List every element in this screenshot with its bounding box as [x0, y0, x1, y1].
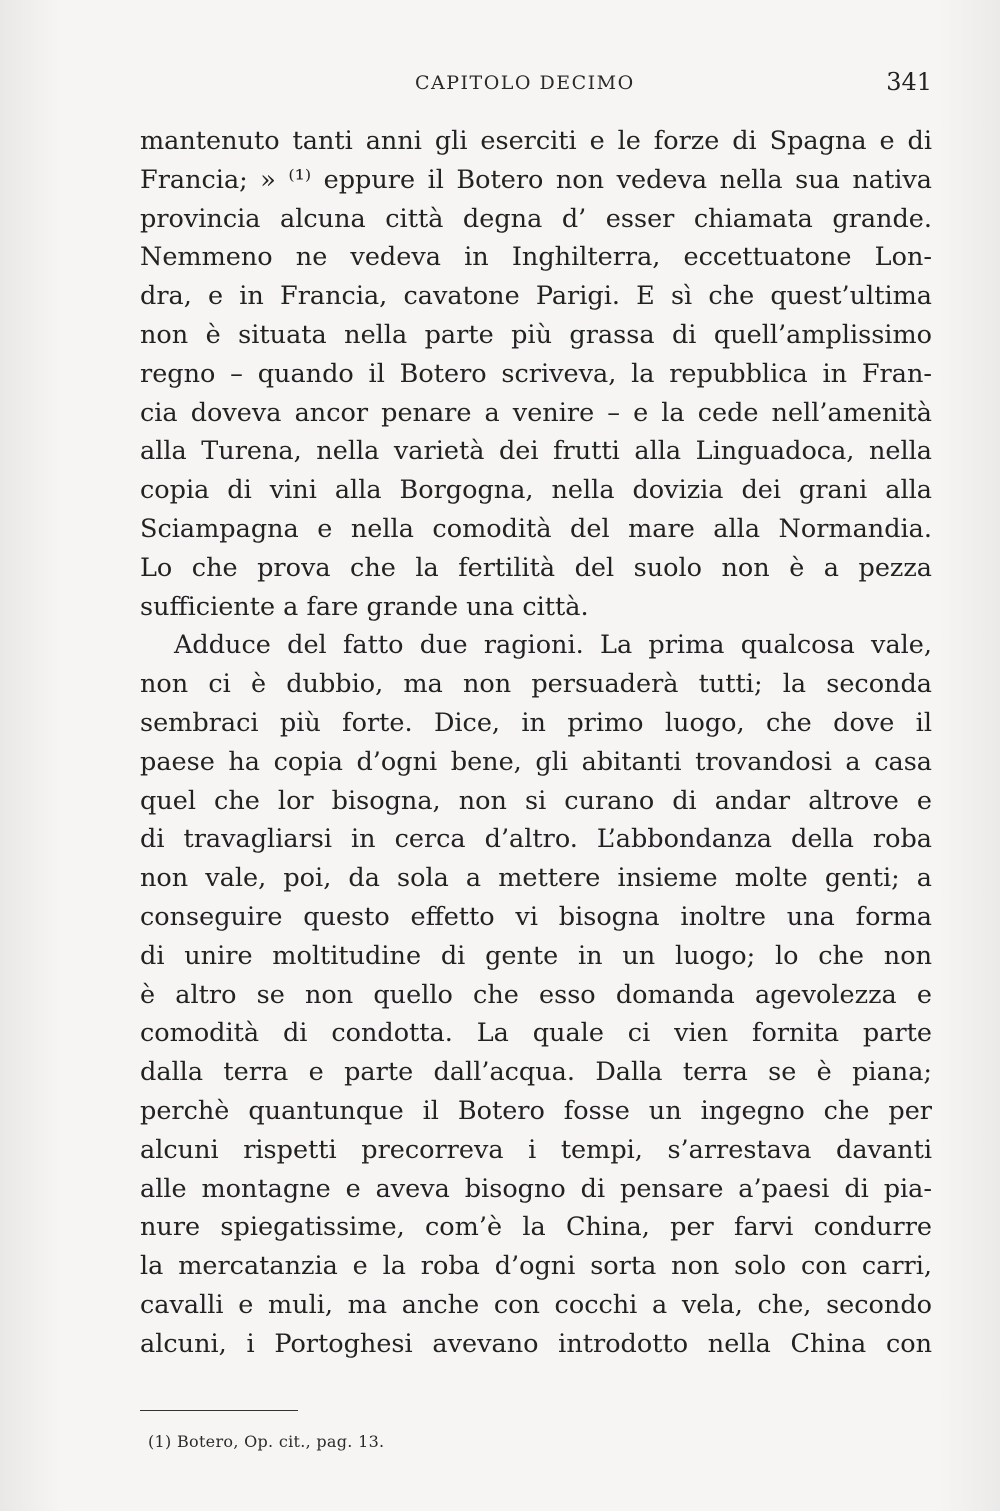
text-line: non ci è dubbio, ma non persuaderà tutti; la seconda	[140, 669, 932, 700]
text-line: cia doveva ancor penare a venire – e la cede nell’amenità	[140, 397, 932, 428]
text-line: cavalli e muli, ma anche con cocchi a vela, che, secondo	[140, 1289, 932, 1320]
text-line: non è situata nella parte più grassa di quell’amplissimo	[140, 319, 932, 350]
text-line: non vale, poi, da sola a mettere insieme molte genti; a	[140, 863, 932, 894]
text-line: mantenuto tanti anni gli eserciti e le forze di Spagna e di	[140, 126, 932, 156]
text-line: conseguire questo effetto vi bisogna inoltre una forma	[140, 901, 932, 932]
text-line: nure spiegatissime, com’è la China, per farvi condurre	[140, 1212, 932, 1243]
text-line: Sciampagna e nella comodità del mare alla Normandia.	[140, 513, 932, 544]
footnote-divider	[140, 1410, 298, 1411]
text-line: è altro se non quello che esso domanda agevolezza e	[140, 979, 932, 1010]
text-line: perchè quantunque il Botero fosse un ingegno che per	[140, 1095, 932, 1126]
page-header	[140, 68, 932, 104]
text-line: dra, e in Francia, cavatone Parigi. E sì che quest’ultima	[140, 281, 932, 312]
paragraph-first-line: Adduce del fatto due ragioni. La prima qualcosa vale,	[174, 630, 932, 661]
body-text	[140, 122, 932, 1364]
text-line: Lo che prova che la fertilità del suolo non è a pezza	[140, 552, 932, 583]
text-line: provincia alcuna città degna d’ esser chiamata grande.	[140, 203, 932, 234]
text-line: la mercatanzia e la roba d’ogni sorta non solo con carri,	[140, 1251, 932, 1282]
text-line: alcuni, i Portoghesi avevano introdotto nella China con	[140, 1328, 932, 1359]
text-line: regno – quando il Botero scriveva, la repubblica in Fran-	[140, 358, 932, 389]
text-line: comodità di condotta. La quale ci vien fornita parte	[140, 1018, 932, 1049]
text-line: sembraci più forte. Dice, in primo luogo, che dove il	[140, 707, 932, 738]
text-line: copia di vini alla Borgogna, nella dovizia dei grani alla	[140, 475, 932, 506]
text-line: dalla terra e parte dall’acqua. Dalla terra se è piana;	[140, 1057, 932, 1088]
text-line: di travagliarsi in cerca d’altro. L’abbondanza della roba	[140, 824, 932, 855]
running-head: CAPITOLO DECIMO	[415, 72, 635, 94]
text-line: alcuni rispetti precorreva i tempi, s’arrestava davanti	[140, 1134, 932, 1165]
text-line: quel che lor bisogna, non si curano di andar altrove e	[140, 785, 932, 816]
text-line: alla Turena, nella varietà dei frutti alla Linguadoca, nella	[140, 436, 932, 467]
page-number: 341	[886, 68, 932, 96]
text-line: alle montagne e aveva bisogno di pensare a’paesi di pia-	[140, 1173, 932, 1204]
footnote: (1) Botero, Op. cit., pag. 13.	[148, 1432, 385, 1451]
text-line: Nemmeno ne vedeva in Inghilterra, eccettuatone Lon-	[140, 242, 932, 273]
text-line: Francia; » ⁽¹⁾ eppure il Botero non vedeva nella sua nativa	[140, 164, 932, 195]
text-line: paese ha copia d’ogni bene, gli abitanti trovandosi a casa	[140, 746, 932, 777]
text-line: di unire moltitudine di gente in un luogo; lo che non	[140, 940, 932, 971]
paragraph-last-line: sufficiente a fare grande una città.	[140, 591, 589, 622]
